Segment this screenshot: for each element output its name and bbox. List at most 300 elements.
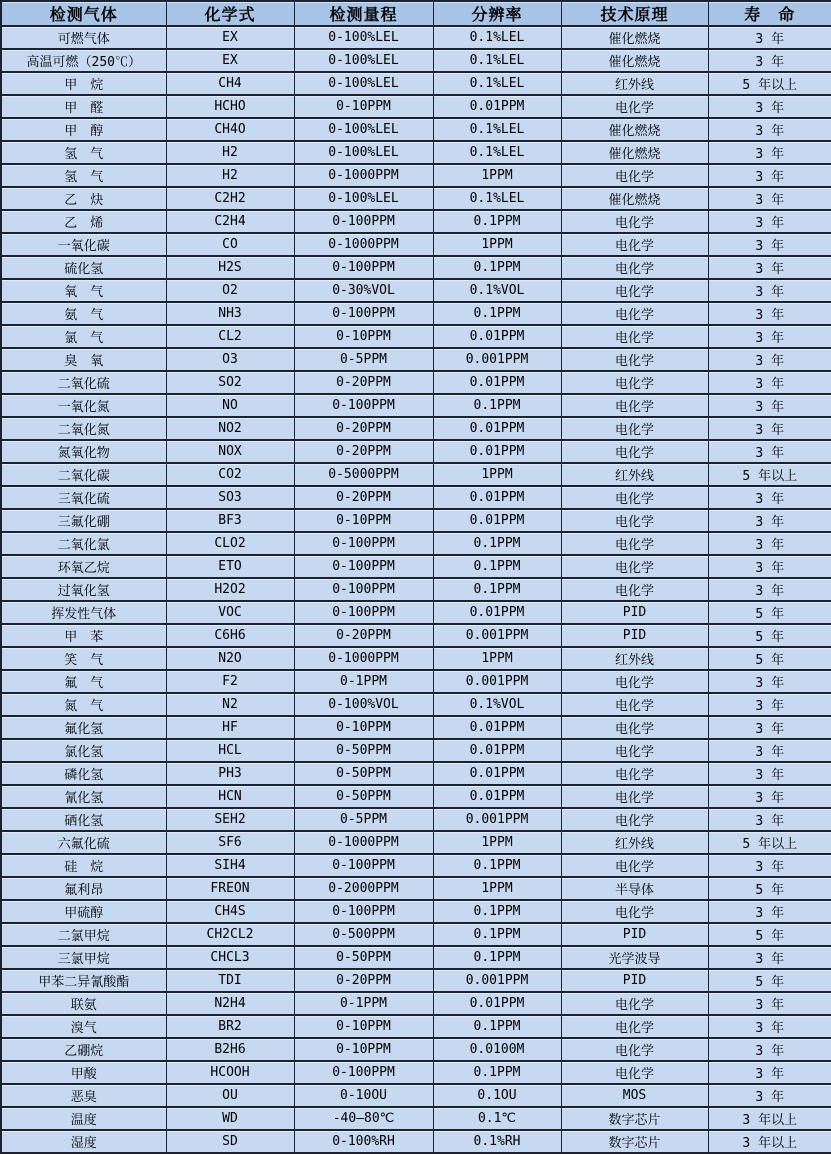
cell: 0-100PPM	[294, 302, 433, 325]
cell: 催化燃烧	[561, 118, 708, 141]
cell: 氯化氢	[1, 739, 166, 762]
table-row	[1, 1084, 831, 1107]
table-row	[1, 302, 831, 325]
cell: 0.01PPM	[433, 371, 561, 394]
cell: 电化学	[561, 95, 708, 118]
cell: 一氧化氮	[1, 394, 166, 417]
cell: 5 年	[708, 969, 831, 992]
cell: H2S	[166, 256, 294, 279]
table-row	[1, 394, 831, 417]
cell: 电化学	[561, 486, 708, 509]
cell: CLO2	[166, 532, 294, 555]
table-row	[1, 1061, 831, 1084]
table-row	[1, 233, 831, 256]
cell: 甲 醛	[1, 95, 166, 118]
cell: CH4O	[166, 118, 294, 141]
cell: FREON	[166, 877, 294, 900]
cell: 0-100PPM	[294, 256, 433, 279]
cell: 0.1%VOL	[433, 693, 561, 716]
cell: 0.01PPM	[433, 716, 561, 739]
cell: 0.1PPM	[433, 923, 561, 946]
cell: 3 年	[708, 118, 831, 141]
cell: 0.001PPM	[433, 670, 561, 693]
cell: SEH2	[166, 808, 294, 831]
cell: 三氧化硫	[1, 486, 166, 509]
cell: 0.1PPM	[433, 1015, 561, 1038]
cell: 1PPM	[433, 233, 561, 256]
cell: 0-100%VOL	[294, 693, 433, 716]
cell: EX	[166, 49, 294, 72]
table-row	[1, 877, 831, 900]
header-row	[1, 1, 831, 26]
cell: 催化燃烧	[561, 26, 708, 49]
cell: 0.01PPM	[433, 992, 561, 1015]
cell: 氰化氢	[1, 785, 166, 808]
cell: 0-1000PPM	[294, 233, 433, 256]
cell: 六氟化硫	[1, 831, 166, 854]
cell: 0-10PPM	[294, 716, 433, 739]
cell: 0-2000PPM	[294, 877, 433, 900]
cell: 数字芯片	[561, 1107, 708, 1130]
cell: 0.1PPM	[433, 578, 561, 601]
cell: 3 年	[708, 992, 831, 1015]
cell: NO2	[166, 417, 294, 440]
cell: 0-20PPM	[294, 440, 433, 463]
table-row	[1, 26, 831, 49]
table-row	[1, 831, 831, 854]
cell: N2O	[166, 647, 294, 670]
cell: 3 年	[708, 417, 831, 440]
cell: 0-100PPM	[294, 854, 433, 877]
cell: 0-50PPM	[294, 762, 433, 785]
table-row	[1, 95, 831, 118]
cell: 0.1PPM	[433, 394, 561, 417]
cell: 3 年	[708, 26, 831, 49]
cell: 0-100%LEL	[294, 72, 433, 95]
cell: 二氧化氮	[1, 417, 166, 440]
cell: 电化学	[561, 555, 708, 578]
cell: 光学波导	[561, 946, 708, 969]
cell: 0.1%RH	[433, 1130, 561, 1153]
cell: 0-100%LEL	[294, 49, 433, 72]
cell: 电化学	[561, 417, 708, 440]
cell: 3 年	[708, 509, 831, 532]
cell: 催化燃烧	[561, 49, 708, 72]
cell: 0-5PPM	[294, 808, 433, 831]
cell: ETO	[166, 555, 294, 578]
cell: 甲 醇	[1, 118, 166, 141]
cell: C2H4	[166, 210, 294, 233]
cell: NO	[166, 394, 294, 417]
cell: 电化学	[561, 394, 708, 417]
cell: 红外线	[561, 463, 708, 486]
cell: 电化学	[561, 992, 708, 1015]
cell: 3 年	[708, 164, 831, 187]
column-header-1: 化学式	[166, 1, 294, 26]
cell: 臭 氧	[1, 348, 166, 371]
cell: 电化学	[561, 348, 708, 371]
table-row	[1, 693, 831, 716]
cell: -40—80℃	[294, 1107, 433, 1130]
cell: 0-100%LEL	[294, 141, 433, 164]
cell: 硒化氢	[1, 808, 166, 831]
cell: 3 年	[708, 256, 831, 279]
cell: 硫化氢	[1, 256, 166, 279]
table-row	[1, 1130, 831, 1153]
cell: SO2	[166, 371, 294, 394]
table-row	[1, 440, 831, 463]
cell: 数字芯片	[561, 1130, 708, 1153]
cell: BF3	[166, 509, 294, 532]
table-row	[1, 785, 831, 808]
cell: 0-100PPM	[294, 601, 433, 624]
cell: 0.01PPM	[433, 95, 561, 118]
cell: 0-50PPM	[294, 739, 433, 762]
cell: 恶臭	[1, 1084, 166, 1107]
cell: 红外线	[561, 647, 708, 670]
table-row	[1, 946, 831, 969]
cell: 0.1PPM	[433, 854, 561, 877]
cell: 3 年	[708, 716, 831, 739]
cell: C2H2	[166, 187, 294, 210]
cell: MOS	[561, 1084, 708, 1107]
cell: VOC	[166, 601, 294, 624]
cell: 3 年	[708, 532, 831, 555]
table-row	[1, 900, 831, 923]
cell: 氯 气	[1, 325, 166, 348]
cell: 0-100PPM	[294, 532, 433, 555]
cell: CH4S	[166, 900, 294, 923]
cell: 3 年	[708, 141, 831, 164]
cell: 三氟化硼	[1, 509, 166, 532]
table-row	[1, 739, 831, 762]
cell: 氨 气	[1, 302, 166, 325]
cell: 氟化氢	[1, 716, 166, 739]
cell: 3 年	[708, 762, 831, 785]
cell: 二氧化硫	[1, 371, 166, 394]
cell: NH3	[166, 302, 294, 325]
table-header	[1, 1, 831, 26]
cell: CO2	[166, 463, 294, 486]
cell: PID	[561, 969, 708, 992]
cell: F2	[166, 670, 294, 693]
table-row	[1, 72, 831, 95]
cell: SO3	[166, 486, 294, 509]
table-row	[1, 992, 831, 1015]
cell: BR2	[166, 1015, 294, 1038]
cell: 过氧化氢	[1, 578, 166, 601]
cell: 电化学	[561, 532, 708, 555]
table-row	[1, 256, 831, 279]
cell: 3 年	[708, 1015, 831, 1038]
cell: 0.1%LEL	[433, 72, 561, 95]
cell: 溴气	[1, 1015, 166, 1038]
cell: 3 年	[708, 325, 831, 348]
cell: 电化学	[561, 210, 708, 233]
cell: 0.01PPM	[433, 325, 561, 348]
cell: 0-20PPM	[294, 624, 433, 647]
cell: 3 年	[708, 394, 831, 417]
cell: 电化学	[561, 302, 708, 325]
cell: 5 年	[708, 601, 831, 624]
cell: HCOOH	[166, 1061, 294, 1084]
cell: 二氧化碳	[1, 463, 166, 486]
cell: O3	[166, 348, 294, 371]
table-row	[1, 210, 831, 233]
cell: 0.1%LEL	[433, 49, 561, 72]
cell: 5 年	[708, 624, 831, 647]
cell: 0.1℃	[433, 1107, 561, 1130]
cell: 0-100PPM	[294, 900, 433, 923]
cell: NOX	[166, 440, 294, 463]
table-row	[1, 578, 831, 601]
table-row	[1, 854, 831, 877]
column-header-2: 检测量程	[294, 1, 433, 26]
cell: CHCL3	[166, 946, 294, 969]
cell: HCL	[166, 739, 294, 762]
table-row	[1, 1038, 831, 1061]
table-row	[1, 762, 831, 785]
cell: 1PPM	[433, 831, 561, 854]
cell: 0-10PPM	[294, 325, 433, 348]
cell: 0-100PPM	[294, 555, 433, 578]
cell: 电化学	[561, 509, 708, 532]
cell: 0-50PPM	[294, 946, 433, 969]
cell: CH2CL2	[166, 923, 294, 946]
cell: 氮氧化物	[1, 440, 166, 463]
cell: 半导体	[561, 877, 708, 900]
cell: WD	[166, 1107, 294, 1130]
cell: 0-100%LEL	[294, 118, 433, 141]
cell: 5 年	[708, 647, 831, 670]
cell: 电化学	[561, 371, 708, 394]
cell: 0.1PPM	[433, 555, 561, 578]
cell: 0-5PPM	[294, 348, 433, 371]
cell: 0.1PPM	[433, 946, 561, 969]
cell: H2	[166, 164, 294, 187]
cell: 电化学	[561, 762, 708, 785]
cell: 0.1%LEL	[433, 187, 561, 210]
cell: H2	[166, 141, 294, 164]
cell: 0.001PPM	[433, 624, 561, 647]
cell: 0-1PPM	[294, 992, 433, 1015]
cell: 5 年以上	[708, 463, 831, 486]
cell: PID	[561, 601, 708, 624]
cell: 1PPM	[433, 463, 561, 486]
cell: 0.01PPM	[433, 509, 561, 532]
cell: 3 年	[708, 187, 831, 210]
table-row	[1, 923, 831, 946]
cell: 0-100PPM	[294, 210, 433, 233]
cell: 电化学	[561, 1015, 708, 1038]
table-row	[1, 808, 831, 831]
cell: 硅 烷	[1, 854, 166, 877]
table-row	[1, 1107, 831, 1130]
cell: 3 年	[708, 670, 831, 693]
cell: 1PPM	[433, 877, 561, 900]
table-row	[1, 969, 831, 992]
cell: TDI	[166, 969, 294, 992]
cell: 0.1PPM	[433, 210, 561, 233]
table-row	[1, 187, 831, 210]
cell: B2H6	[166, 1038, 294, 1061]
cell: 催化燃烧	[561, 187, 708, 210]
table-row	[1, 49, 831, 72]
cell: 环氧乙烷	[1, 555, 166, 578]
cell: 0-1000PPM	[294, 831, 433, 854]
cell: 3 年	[708, 279, 831, 302]
cell: N2H4	[166, 992, 294, 1015]
cell: CO	[166, 233, 294, 256]
cell: 磷化氢	[1, 762, 166, 785]
cell: 电化学	[561, 279, 708, 302]
cell: 0.001PPM	[433, 348, 561, 371]
cell: 0-1000PPM	[294, 647, 433, 670]
cell: 电化学	[561, 233, 708, 256]
cell: 甲苯二异氰酸酯	[1, 969, 166, 992]
cell: 电化学	[561, 440, 708, 463]
table-row	[1, 647, 831, 670]
cell: 二氧化氯	[1, 532, 166, 555]
cell: HF	[166, 716, 294, 739]
cell: 3 年	[708, 808, 831, 831]
cell: 电化学	[561, 739, 708, 762]
cell: 0.001PPM	[433, 969, 561, 992]
cell: 0-20PPM	[294, 486, 433, 509]
table-row	[1, 463, 831, 486]
cell: 0-20PPM	[294, 417, 433, 440]
cell: PID	[561, 624, 708, 647]
cell: 3 年	[708, 1061, 831, 1084]
cell: 0.1%LEL	[433, 141, 561, 164]
cell: 0-100%LEL	[294, 187, 433, 210]
cell: 0-1000PPM	[294, 164, 433, 187]
cell: 电化学	[561, 670, 708, 693]
cell: 0.1PPM	[433, 302, 561, 325]
column-header-5: 寿 命	[708, 1, 831, 26]
cell: 3 年	[708, 739, 831, 762]
cell: 甲 苯	[1, 624, 166, 647]
cell: SIH4	[166, 854, 294, 877]
cell: OU	[166, 1084, 294, 1107]
cell: CH4	[166, 72, 294, 95]
cell: 0-100PPM	[294, 1061, 433, 1084]
cell: 乙 烯	[1, 210, 166, 233]
cell: 3 年	[708, 555, 831, 578]
cell: 5 年	[708, 877, 831, 900]
cell: 1PPM	[433, 647, 561, 670]
cell: 3 年	[708, 578, 831, 601]
cell: 0-5000PPM	[294, 463, 433, 486]
cell: 3 年	[708, 95, 831, 118]
table-row	[1, 532, 831, 555]
table-row	[1, 164, 831, 187]
cell: 氧 气	[1, 279, 166, 302]
cell: 0-30%VOL	[294, 279, 433, 302]
cell: 电化学	[561, 693, 708, 716]
cell: CL2	[166, 325, 294, 348]
cell: 催化燃烧	[561, 141, 708, 164]
cell: 3 年	[708, 785, 831, 808]
cell: 0-100%LEL	[294, 26, 433, 49]
cell: 电化学	[561, 256, 708, 279]
table-row	[1, 141, 831, 164]
cell: 联氨	[1, 992, 166, 1015]
cell: 0.01PPM	[433, 785, 561, 808]
cell: 0-100%RH	[294, 1130, 433, 1153]
cell: 0-10OU	[294, 1084, 433, 1107]
cell: 甲硫醇	[1, 900, 166, 923]
cell: C6H6	[166, 624, 294, 647]
cell: 0.01PPM	[433, 440, 561, 463]
cell: 0.01PPM	[433, 486, 561, 509]
cell: O2	[166, 279, 294, 302]
table-row	[1, 509, 831, 532]
cell: 0-1PPM	[294, 670, 433, 693]
cell: 电化学	[561, 716, 708, 739]
table-row	[1, 486, 831, 509]
cell: HCN	[166, 785, 294, 808]
table-row	[1, 325, 831, 348]
cell: 3 年	[708, 1084, 831, 1107]
cell: H2O2	[166, 578, 294, 601]
column-header-0: 检测气体	[1, 1, 166, 26]
cell: EX	[166, 26, 294, 49]
cell: 3 年	[708, 854, 831, 877]
cell: 0.1%VOL	[433, 279, 561, 302]
cell: 0-20PPM	[294, 969, 433, 992]
cell: 氢 气	[1, 164, 166, 187]
cell: 3 年	[708, 210, 831, 233]
cell: 0-10PPM	[294, 509, 433, 532]
cell: 氟利昂	[1, 877, 166, 900]
cell: PID	[561, 923, 708, 946]
cell: 3 年以上	[708, 1107, 831, 1130]
cell: 3 年	[708, 348, 831, 371]
table-row	[1, 279, 831, 302]
table-body	[1, 26, 831, 1153]
cell: N2	[166, 693, 294, 716]
cell: 电化学	[561, 808, 708, 831]
cell: 0.01PPM	[433, 739, 561, 762]
cell: 0-10PPM	[294, 95, 433, 118]
cell: 0.1PPM	[433, 900, 561, 923]
cell: 电化学	[561, 325, 708, 348]
cell: 0.1OU	[433, 1084, 561, 1107]
cell: 0-500PPM	[294, 923, 433, 946]
cell: SD	[166, 1130, 294, 1153]
cell: SF6	[166, 831, 294, 854]
table-row	[1, 1015, 831, 1038]
cell: 温度	[1, 1107, 166, 1130]
cell: 笑 气	[1, 647, 166, 670]
cell: 0.001PPM	[433, 808, 561, 831]
cell: 湿度	[1, 1130, 166, 1153]
cell: 乙硼烷	[1, 1038, 166, 1061]
cell: 5 年以上	[708, 831, 831, 854]
cell: PH3	[166, 762, 294, 785]
cell: 0.01PPM	[433, 762, 561, 785]
cell: 氮 气	[1, 693, 166, 716]
cell: 3 年	[708, 371, 831, 394]
cell: 3 年	[708, 49, 831, 72]
cell: 0-50PPM	[294, 785, 433, 808]
cell: 高温可燃（250℃）	[1, 49, 166, 72]
table-row	[1, 716, 831, 739]
cell: 0-100PPM	[294, 578, 433, 601]
cell: 3 年以上	[708, 1130, 831, 1153]
cell: 一氧化碳	[1, 233, 166, 256]
